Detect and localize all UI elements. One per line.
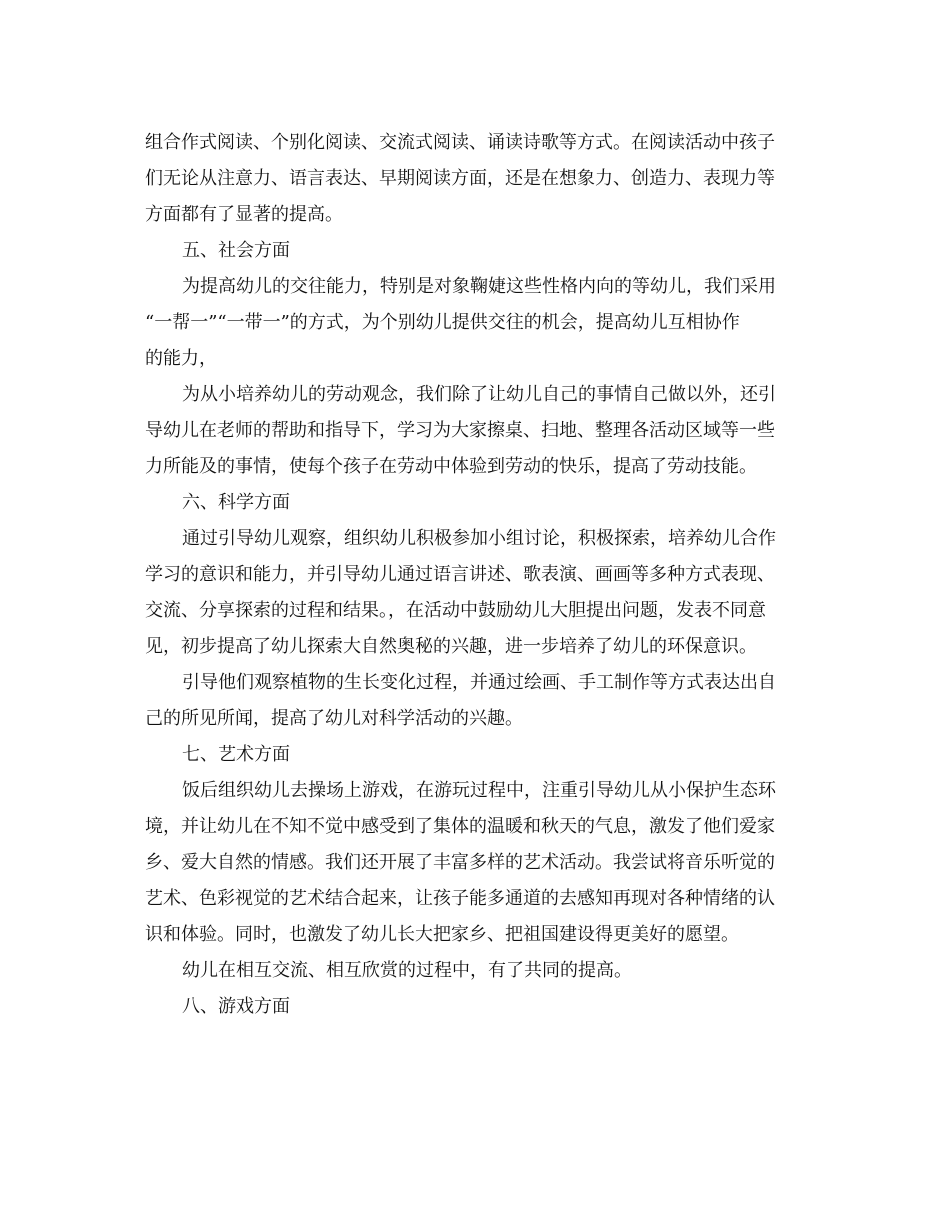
paragraph-line: “一帮一”“一带一”的方式，为个别幼儿提供交往的机会，提高幼儿互相协作 (145, 312, 740, 333)
paragraph-line: 导幼儿在老师的帮助和指导下，学习为大家擦桌、扫地、整理各活动区域等一些 (145, 420, 775, 441)
section-heading-games: 八、游戏方面 (182, 996, 290, 1017)
paragraph-line: 乡、爱大自然的情感。我们还开展了丰富多样的艺术活动。我尝试将音乐听觉的 (145, 852, 775, 873)
paragraph-line: 引导他们观察植物的生长变化过程，并通过绘画、手工制作等方式表达出自 (182, 672, 776, 693)
paragraph-line: 饭后组织幼儿去操场上游戏，在游玩过程中，注重引导幼儿从小保护生态环 (182, 780, 776, 801)
paragraph-line: 力所能及的事情，使每个孩子在劳动中体验到劳动的快乐，提高了劳动技能。 (145, 456, 757, 477)
paragraph-line: 境，并让幼儿在不知不觉中感受到了集体的温暖和秋天的气息，激发了他们爱家 (145, 816, 775, 837)
paragraph-line: 艺术、色彩视觉的艺术结合起来，让孩子能多通道的去感知再现对各种情绪的认 (145, 888, 775, 909)
paragraph-line: 学习的意识和能力，并引导幼儿通过语言讲述、歌表演、画画等多种方式表现、 (145, 564, 775, 585)
paragraph-line: 通过引导幼儿观察，组织幼儿积极参加小组讨论，积极探索，培养幼儿合作 (182, 528, 776, 549)
paragraph-line: 的能力， (145, 348, 217, 369)
paragraph-line: 幼儿在相互交流、相互欣赏的过程中，有了共同的提高。 (182, 960, 632, 981)
paragraph-line: 们无论从注意力、语言表达、早期阅读方面，还是在想象力、创造力、表现力等 (145, 168, 775, 189)
section-heading-social: 五、社会方面 (182, 240, 290, 261)
section-heading-science: 六、科学方面 (182, 492, 290, 513)
document-body (145, 125, 805, 1025)
paragraph-line: 方面都有了显著的提高。 (145, 204, 343, 225)
paragraph-line: 识和体验。同时，也激发了幼儿长大把家乡、把祖国建设得更美好的愿望。 (145, 924, 739, 945)
paragraph-line: 为提高幼儿的交往能力，特别是对象鞠婕这些性格内向的等幼儿，我们采用 (182, 276, 776, 297)
paragraph-line: 己的所见所闻，提高了幼儿对科学活动的兴趣。 (145, 708, 523, 729)
paragraph-line: 为从小培养幼儿的劳动观念，我们除了让幼儿自己的事情自己做以外，还引 (182, 384, 776, 405)
paragraph-line: 组合作式阅读、个别化阅读、交流式阅读、诵读诗歌等方式。在阅读活动中孩子 (145, 132, 775, 153)
paragraph-line: 见，初步提高了幼儿探索大自然奥秘的兴趣，进一步培养了幼儿的环保意识。 (145, 636, 757, 657)
section-heading-art: 七、艺术方面 (182, 744, 290, 765)
paragraph-line: 交流、分享探索的过程和结果。，在活动中鼓励幼儿大胆提出问题，发表不同意 (145, 600, 766, 621)
